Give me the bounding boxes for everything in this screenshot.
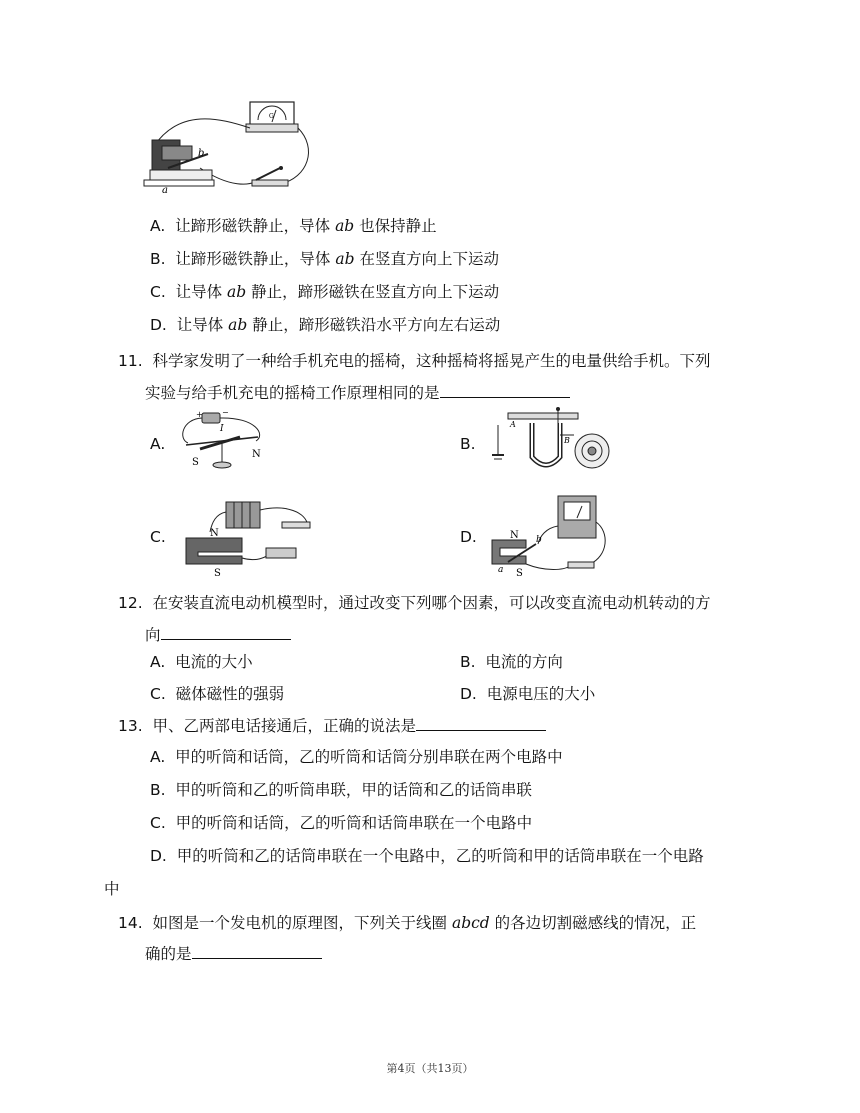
conductor-b-label: b [198, 148, 205, 159]
label-a: A [510, 420, 516, 429]
conductor-a-label: a [162, 185, 168, 196]
q11-stem-line2 [145, 381, 570, 403]
c-n-label: N [210, 528, 219, 539]
option-letter: C. [150, 685, 166, 703]
galvanometer-g-label: G [269, 113, 274, 120]
option-text: 甲的听筒和乙的听筒串联，甲的话筒和乙的话筒串联 [175, 781, 532, 799]
option-letter: C. [150, 814, 166, 832]
option-text-pre: 让蹄形磁铁静止，导体 [175, 250, 336, 268]
coil-var: abcd [451, 914, 490, 932]
q11-option-b-letter: B. [460, 435, 476, 453]
question-text: 甲、乙两部电话接通后，正确的说法是 [152, 717, 417, 735]
q14-stem-line2 [145, 942, 322, 964]
q13-option-a [150, 745, 563, 767]
q12-option-d [460, 682, 595, 704]
conductor-var: ab [228, 316, 248, 334]
question-number: 12. [118, 594, 143, 612]
q14-stem-line1 [118, 911, 696, 933]
question-number: 14. [118, 914, 143, 932]
option-text-pre: 让蹄形磁铁静止，导体 [175, 217, 336, 235]
q12-stem-line1 [118, 591, 711, 613]
needle-n-label: N [252, 449, 261, 460]
q11-option-c-letter: C. [150, 528, 166, 546]
q11-figure-d [486, 492, 616, 577]
q13-option-d-wrap: 中 [104, 880, 120, 898]
option-letter: B. [460, 653, 476, 671]
option-text-pre: 让导体 [176, 316, 229, 334]
q11-stem-line1 [118, 349, 711, 371]
option-letter: A. [150, 748, 166, 766]
option-text: 电流的大小 [175, 653, 253, 671]
option-letter: D. [460, 685, 477, 703]
option-letter: C. [150, 283, 166, 301]
q11-figure-c [176, 492, 321, 577]
option-text: 电源电压的大小 [486, 685, 596, 703]
question-text: 在安装直流电动机模型时，通过改变下列哪个因素，可以改变直流电动机转动的方 [152, 594, 711, 612]
plus-label: + [196, 410, 203, 419]
question-text: 实验与给手机充电的摇椅工作原理相同的是 [145, 384, 440, 402]
q10-option-b [150, 247, 499, 269]
answer-blank[interactable] [440, 383, 570, 398]
page-footer: 第4页（共13页） [386, 1062, 474, 1075]
q13-option-c [150, 811, 532, 833]
option-letter: A. [150, 217, 166, 235]
option-letter: A. [150, 653, 166, 671]
q10-apparatus-figure [140, 88, 320, 200]
q11-figure-b [488, 405, 613, 477]
q12-stem-line2 [145, 623, 291, 645]
label-b: B [564, 436, 570, 445]
conductor-var: ab [227, 283, 247, 301]
q10-option-c [150, 280, 499, 302]
question-text: 向 [145, 626, 161, 644]
question-number: 13. [118, 717, 143, 735]
minus-label: − [222, 408, 229, 417]
answer-blank[interactable] [416, 716, 546, 731]
option-letter: B. [150, 250, 166, 268]
option-text-pre: 让导体 [175, 283, 228, 301]
question-number: 11. [118, 352, 143, 370]
question-text-post: 的各边切割磁感线的情况，正 [489, 914, 697, 932]
option-letter: D. [150, 847, 167, 865]
q12-option-c [150, 682, 284, 704]
q11-option-a-letter: A. [150, 435, 166, 453]
c-s-label: S [214, 568, 221, 577]
option-text-post: 静止，蹄形磁铁在竖直方向上下运动 [246, 283, 500, 301]
option-text: 电流的方向 [485, 653, 563, 671]
d-b-label: b [536, 535, 542, 545]
conductor-var: ab [335, 217, 355, 235]
q13-stem [118, 714, 546, 736]
q11-option-d-letter: D. [460, 528, 477, 546]
q13-option-d [150, 844, 704, 866]
option-text-post: 在竖直方向上下运动 [354, 250, 499, 268]
option-text: 磁体磁性的强弱 [175, 685, 285, 703]
option-text: 甲的听筒和话筒，乙的听筒和话筒串联在一个电路中 [175, 814, 533, 832]
q10-option-a [150, 214, 437, 236]
current-i-label: I [220, 424, 224, 434]
q12-option-a [150, 650, 253, 672]
answer-blank[interactable] [161, 625, 291, 640]
option-letter: D. [150, 316, 167, 334]
q10-option-d [150, 313, 500, 335]
d-s-label: S [516, 568, 523, 577]
d-a-label: a [498, 565, 504, 575]
option-text: 甲的听筒和话筒，乙的听筒和话筒分别串联在两个电路中 [175, 748, 563, 766]
q12-option-b [460, 650, 563, 672]
d-n-label: N [510, 530, 519, 541]
q11-figure-a [176, 405, 276, 475]
option-text: 甲的听筒和乙的话筒串联在一个电路中，乙的听筒和甲的话筒串联在一个电路 [176, 847, 704, 865]
answer-blank[interactable] [192, 944, 322, 959]
q13-option-b [150, 778, 532, 800]
needle-s-label: S [192, 457, 199, 468]
option-letter: B. [150, 781, 166, 799]
question-text-pre: 如图是一个发电机的原理图，下列关于线圈 [152, 914, 452, 932]
question-text: 确的是 [145, 945, 192, 963]
option-text-post: 静止，蹄形磁铁沿水平方向左右运动 [247, 316, 501, 334]
question-text: 科学家发明了一种给手机充电的摇椅，这种摇椅将摇晃产生的电量供给手机。下列 [152, 352, 711, 370]
conductor-var: ab [335, 250, 355, 268]
option-text-post: 也保持静止 [354, 217, 437, 235]
